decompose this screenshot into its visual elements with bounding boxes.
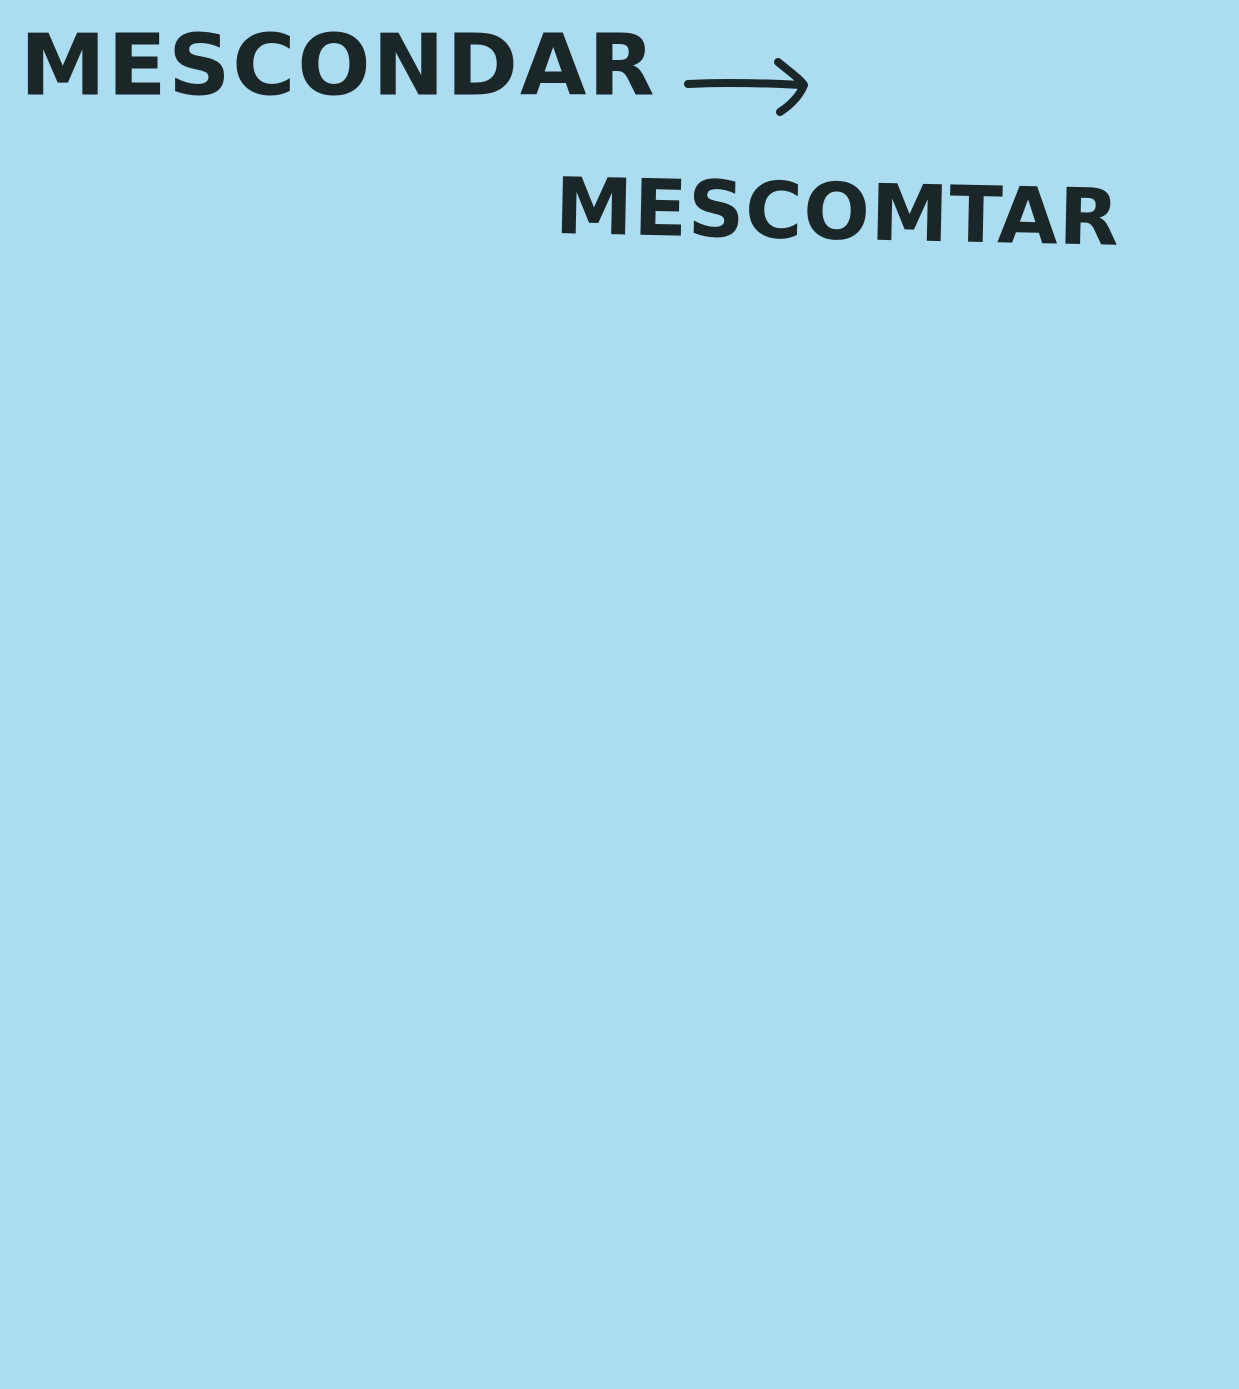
- original-word: MESCONDAR: [20, 17, 657, 116]
- right-arrow-icon: [682, 52, 814, 122]
- changed-word: MESCOMTAR: [554, 162, 1121, 264]
